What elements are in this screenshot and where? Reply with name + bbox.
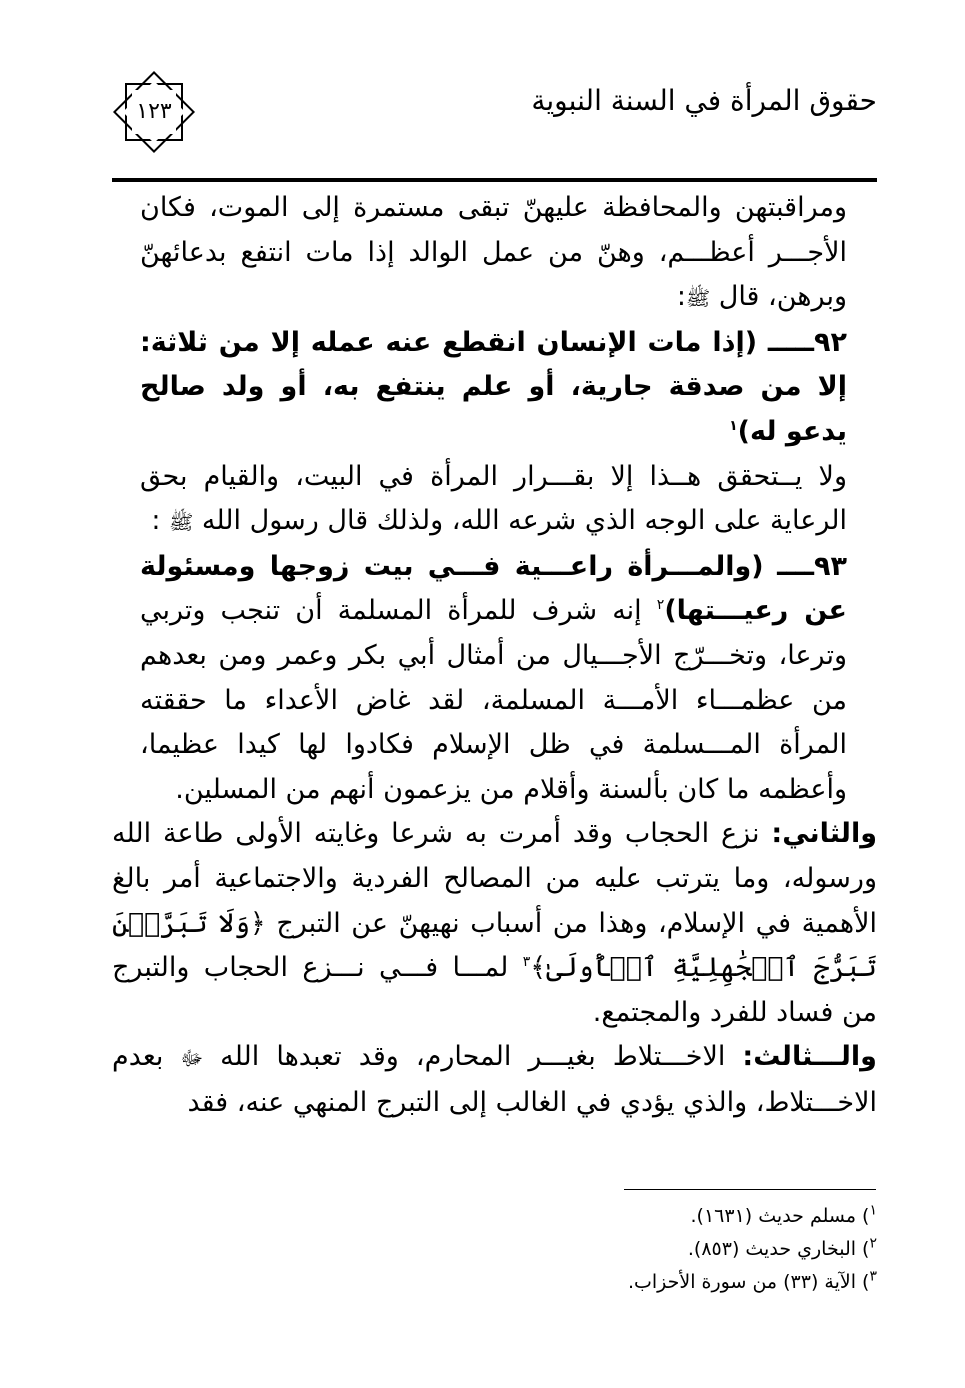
running-header-title: حقوق المرأة في السنة النبوية: [531, 84, 877, 117]
divine-honorific-glyph: ﷻ: [180, 1046, 204, 1071]
footnote-item: $^١$) مسلم حديث (١٦٣١).: [690, 1202, 877, 1227]
footnote-ref-1: ١: [729, 417, 738, 434]
paragraph-2-text: ولا يــتحقق هــذا إلا بقـــرار المرأة في البيت، والقيام بحق الرعاية على الوجه الذي شرعه الله، ولذلك قال رسول الله: [140, 460, 847, 537]
second-point-text: نزع الحجاب وقد أمرت به شرعا وغايته الأولى طاعة الله ورسوله، وما يترتب عليه من المصالح الفردية والاجتماعية أمر بالغ الأهمية في الإسلام، وهذا من أسباب نهيهنّ عن التبرج: [112, 818, 877, 939]
second-point: [112, 812, 877, 1035]
footnote-item: $^٢$) البخاري حديث (٨٥٣).: [687, 1235, 877, 1260]
third-point-text: الاخـــتلاط بغيـــر المحارم، وقد تعبدها الله: [220, 1041, 726, 1073]
body-text: [112, 186, 877, 1125]
paragraph-3-text: إنه شرف للمرأة المسلمة أن تنجب وتربي وترعا، وتخـــرّج الأجـــيال من أمثال أبي بكر وعمر ومن بعدهم من عظمـــاء الأمـــة المسلمة، لقد غاض الأعداء ما حققته المرأة المـــسلمة في ظل الإسلام فكادوا لها كيدا عظيما، وأعظمه ما كان بألسنة وأقلام من يزعمون أنهم من المسلين.: [140, 595, 847, 805]
footnotes: [377, 1200, 877, 1299]
third-point-label: والـــثالث:: [742, 1041, 877, 1073]
second-point-label: والثاني:: [771, 818, 877, 850]
honorific-glyph: ﷺ: [169, 510, 194, 535]
footnote-ref-2: ٢: [656, 597, 665, 614]
honorific-glyph: ﷺ: [685, 286, 711, 311]
hadith-92: [112, 321, 877, 455]
hadith-92-text: (إذا مات الإنسان انقطع عنه عمله إلا من ثلاثة: إلا من صدقة جارية، أو علم ينتفع به، أو ولد صالح يدعو له): [140, 326, 847, 447]
paragraph-2: [112, 455, 877, 545]
hadith-92-number: ٩٢ـــــ: [767, 326, 847, 358]
paragraph-1: [112, 186, 877, 321]
third-point: [112, 1035, 877, 1125]
paragraph-1-end: :: [676, 281, 686, 313]
hadith-93-number: ٩٣ــــ: [777, 550, 847, 582]
quran-verse: ﴿وَلَا تَبَرَّجۡنَ تَبَرُّجَ ٱلۡجَٰهِلِيَّةِ ٱلۡأُولَىٰ﴾: [112, 907, 877, 984]
page-number-badge: [112, 70, 196, 154]
hadith-93: [112, 545, 877, 813]
second-point-end: لمـــا فـــي نـــزع الحجاب والتبرج من فساد للفرد والمجتمع.: [112, 952, 877, 1028]
hadith-93-text: (والمـــرأة راعـــية فـــي بيت زوجها ومسئولة عن رعيـــتها): [140, 550, 847, 627]
paragraph-2-end: :: [151, 505, 161, 537]
paragraph-1-text: ومراقبتهن والمحافظة عليهنّ تبقى مستمرة إلى الموت، فكان الأجـــر أعظـــم، وهنّ من عمل الوالد إذا مات انتفع بدعائهنّ وبرهن، قال: [140, 192, 847, 313]
footnote-divider: [624, 1189, 876, 1190]
page-number: ١٢٣: [136, 99, 172, 124]
third-point-end: بعدم الاخـــتلاط، والذي يؤدي في الغالب إلى التبرج المنهي عنه، فقد: [112, 1041, 877, 1118]
footnote-item: $^٣$) الآية (٣٣) من سورة الأحزاب.: [627, 1268, 877, 1293]
header-divider: [112, 178, 877, 182]
footnote-ref-3: ٣: [522, 954, 531, 971]
